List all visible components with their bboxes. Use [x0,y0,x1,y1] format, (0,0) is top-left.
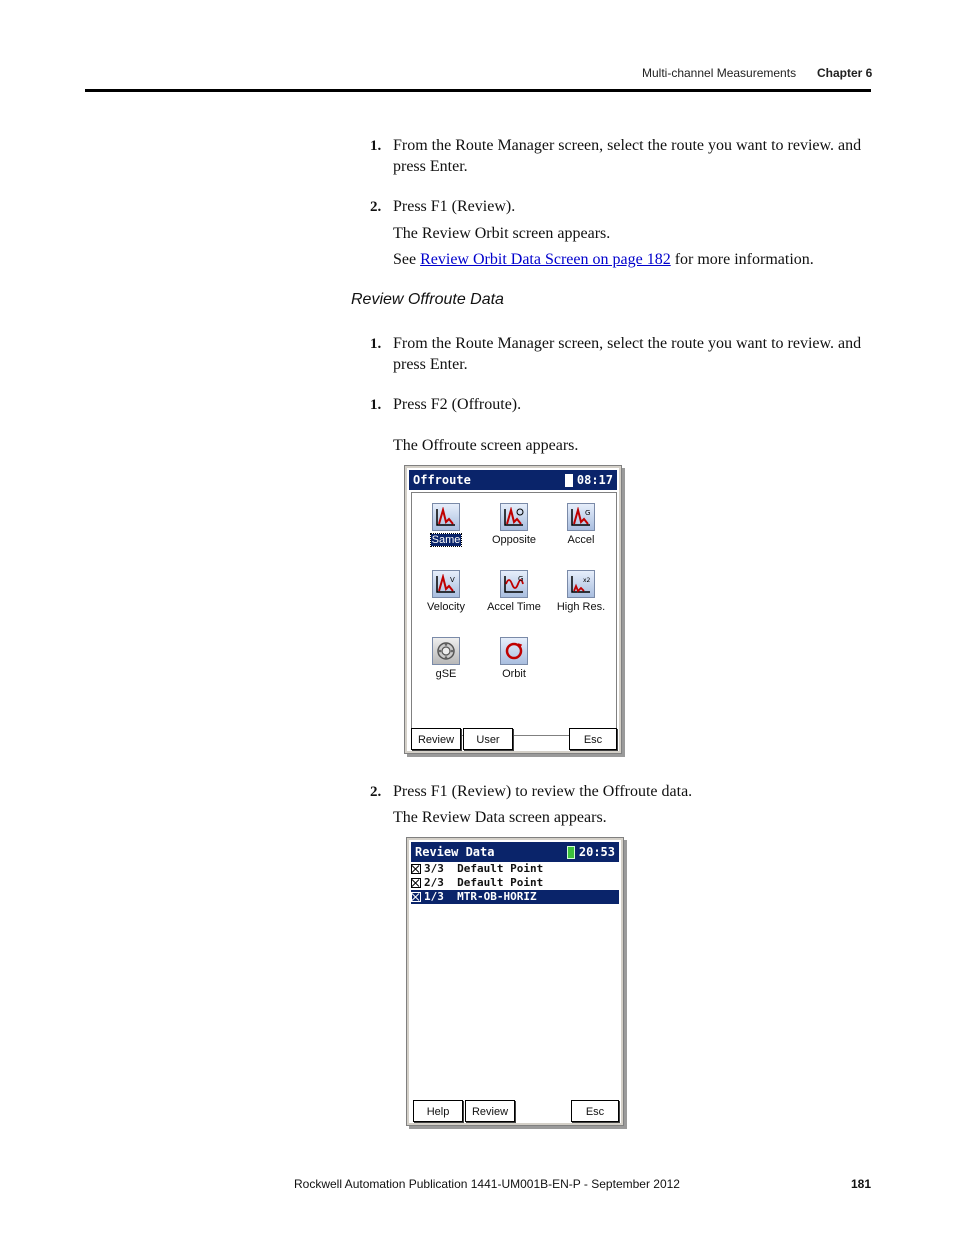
waveform-accel-time-icon [500,570,528,598]
svg-text:V: V [450,576,455,584]
step-text-line: press Enter. [393,356,468,373]
spectrum-high-res-icon [567,570,595,598]
step-result: The Review Data screen appears. [393,809,607,826]
list-item-selected[interactable] [411,890,619,904]
orbit-icon-cell[interactable] [482,637,546,680]
spectrum-accel-icon [567,503,595,531]
orbit-icon [500,637,528,665]
step-text-line: From the Route Manager screen, select the route you want to review. and [393,335,862,352]
screen-title: Review Data [415,845,495,859]
esc-softkey-button[interactable]: Esc [569,728,617,750]
icon-label: High Res. [556,601,606,613]
review-orbit-link[interactable]: Review Orbit Data Screen on page 182 [420,251,671,268]
step-list-item [370,394,381,416]
accel-icon-cell[interactable] [549,503,613,546]
opposite-icon-cell[interactable] [482,503,546,546]
step-text: Press F1 (Review). [393,198,516,215]
footer-publication: Rockwell Automation Publication 1441-UM001B-EN-P - September 2012 [294,1177,680,1191]
cross-reference-prefix: See [393,251,421,268]
help-softkey-button[interactable]: Help [413,1100,463,1122]
list-item[interactable] [411,876,619,890]
step-text [393,135,873,177]
step-list-item [370,135,381,157]
review-data-title-bar [411,842,619,862]
cross-reference [393,249,814,270]
battery-icon [567,846,575,859]
point-count: 1/3 [424,890,444,903]
offroute-screenshot [404,465,622,754]
review-softkey-button[interactable]: Review [411,728,461,750]
step-number: 1. [370,397,382,413]
gse-bearing-icon [432,637,460,665]
header-rule [85,89,871,92]
step-text [393,333,873,375]
step-number: 1. [370,336,382,352]
gse-icon-cell[interactable] [414,637,478,680]
same-icon-cell[interactable] [414,503,478,546]
svg-text:x2: x2 [583,577,591,584]
clock-text: 08:17 [576,473,613,487]
icon-label: gSE [435,668,457,680]
step-list-item [370,196,381,218]
checkbox-checked-icon[interactable] [411,864,421,874]
spectrum-opposite-icon [500,503,528,531]
svg-text:G: G [518,575,524,583]
spectrum-same-icon [432,503,460,531]
cross-reference-suffix: for more information. [670,251,814,268]
user-softkey-button[interactable]: User [463,728,513,750]
clock-text: 20:53 [578,845,615,859]
status-clock [565,470,613,490]
step-text-line: From the Route Manager screen, select the route you want to review. and [393,137,862,154]
offroute-title-bar [409,470,617,490]
running-header-section: Multi-channel Measurements [642,66,797,80]
esc-softkey-button[interactable]: Esc [571,1100,619,1122]
icon-label: Same [431,534,461,546]
step-text: Press F2 (Offroute). [393,396,522,413]
checkbox-checked-icon[interactable] [411,892,421,902]
review-softkey-button[interactable]: Review [465,1100,515,1122]
point-count: 3/3 [424,862,444,875]
step-result: The Review Orbit screen appears. [393,225,611,242]
step-text-line: press Enter. [393,158,468,175]
icon-label: Velocity [427,601,465,613]
point-name: Default Point [457,862,544,875]
battery-icon [565,474,573,487]
list-item[interactable] [411,862,619,876]
step-number: 2. [370,199,382,215]
screen-title: Offroute [413,473,471,487]
point-count: 2/3 [424,876,444,889]
svg-text:G: G [585,509,591,517]
section-subheading: Review Offroute Data [351,291,504,308]
step-list-item [370,781,381,803]
step-result: The Offroute screen appears. [393,437,579,454]
accel-time-icon-cell[interactable] [482,570,546,613]
icon-label: Accel [567,534,595,546]
velocity-icon-cell[interactable] [414,570,478,613]
step-number: 1. [370,138,382,154]
status-clock [567,842,615,862]
step-number: 2. [370,784,382,800]
icon-label: Opposite [491,534,537,546]
spectrum-velocity-icon [432,570,460,598]
point-name: MTR-OB-HORIZ [457,890,537,903]
page-number: 181 [851,1177,872,1191]
high-res-icon-cell[interactable] [549,570,613,613]
running-header-chapter: Chapter 6 [817,66,873,80]
checkbox-checked-icon[interactable] [411,878,421,888]
review-data-screenshot [406,837,624,1126]
icon-label: Accel Time [487,601,541,613]
icon-label: Orbit [502,668,526,680]
step-list-item [370,333,381,355]
step-text: Press F1 (Review) to review the Offroute data. [393,783,693,800]
point-name: Default Point [457,876,544,889]
